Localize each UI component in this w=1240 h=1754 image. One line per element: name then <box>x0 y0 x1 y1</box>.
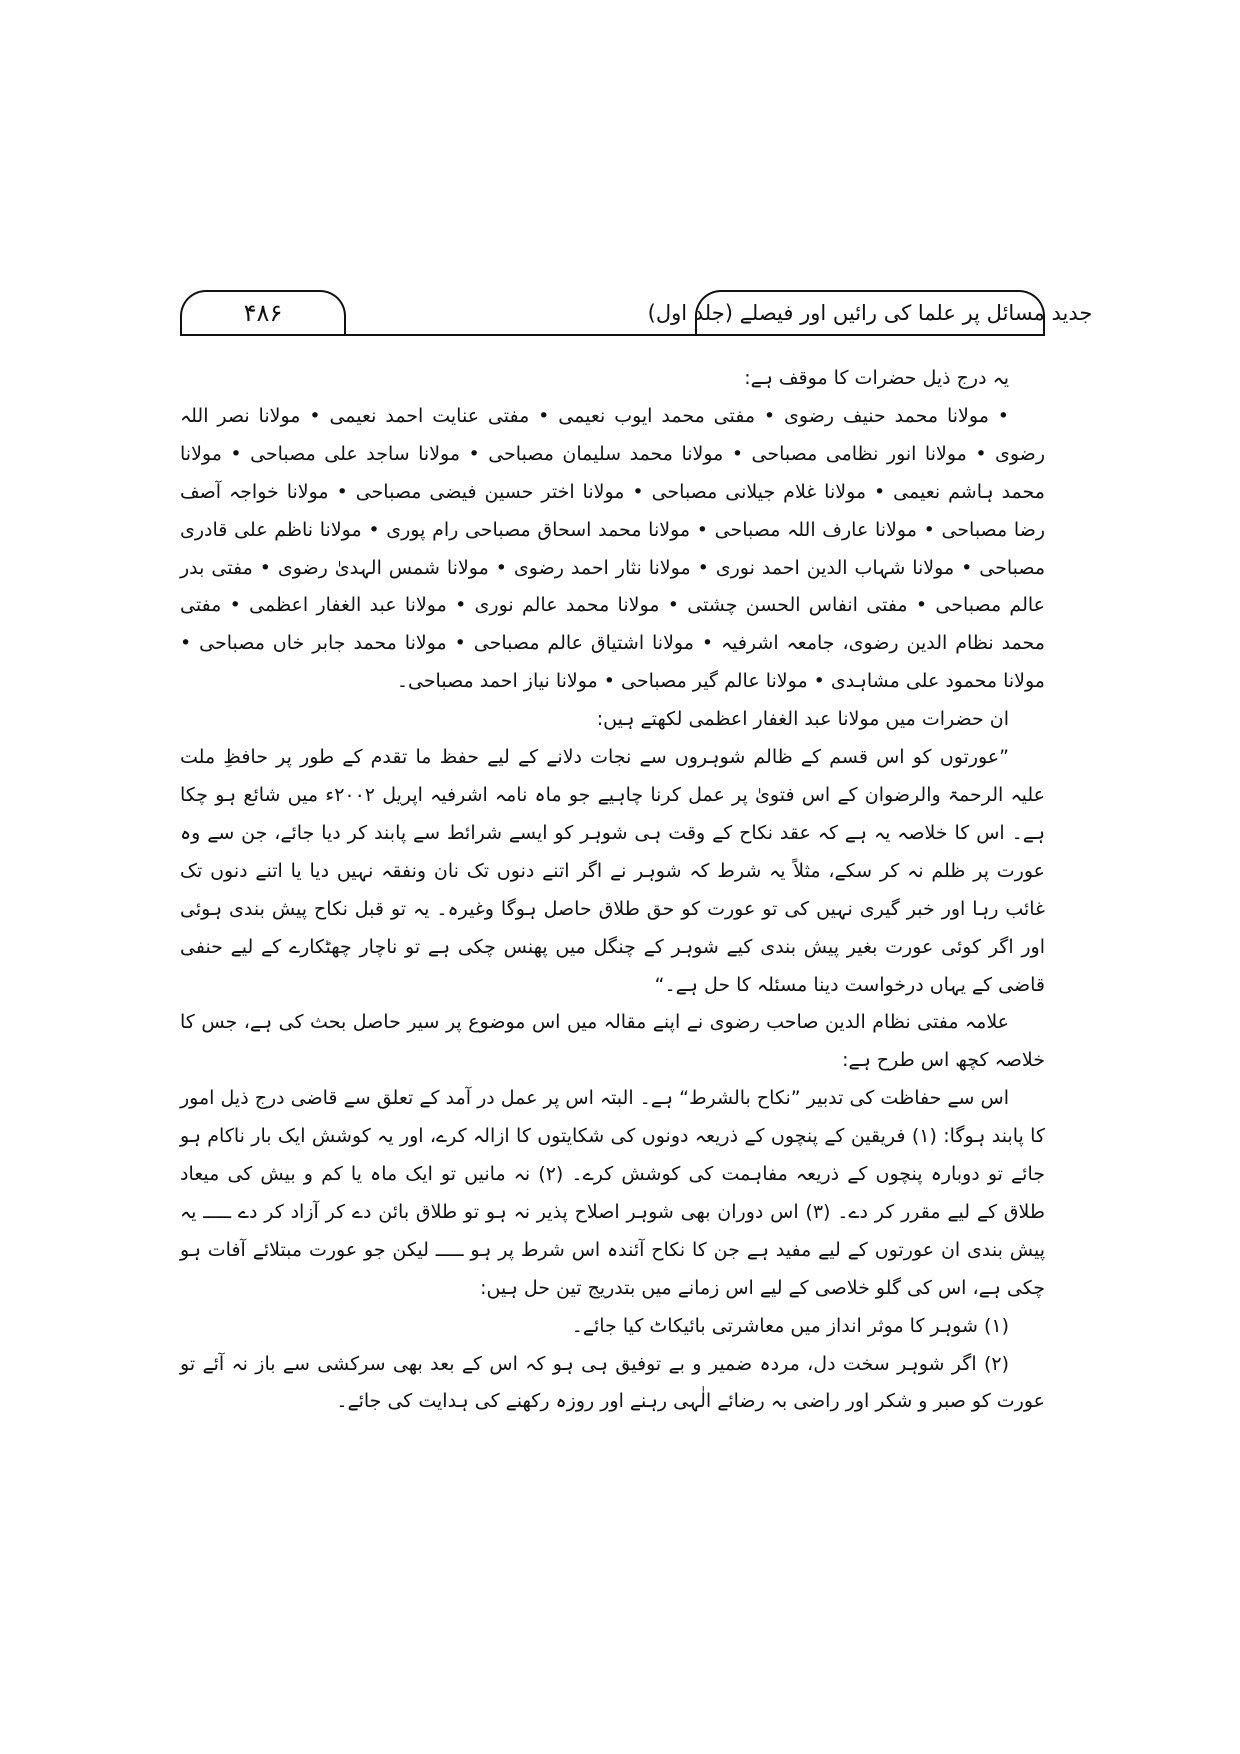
solution-point-2: (۲) اگر شوہر سخت دل، مردہ ضمیر و بے توفیق ہی ہو کہ اس کے بعد بھی سرکشی سے باز نہ آئے تو عورت کو صبر و شکر اور راضی بہ رضائے الٰہی رہنے اور روزہ رکھنے کی ہدایت کی جائے۔ <box>180 1352 1045 1413</box>
header-rule <box>180 334 1045 336</box>
summary-paragraph: اس سے حفاظت کی تدبیر ”نکاح بالشرط“ ہے۔ البتہ اس پر عمل در آمد کے تعلق سے قاضی درج ذیل امور کا پابند ہوگا: (۱) فریقین کے پنچوں کے ذریعہ دونوں کی شکایتوں کا ازالہ کرے، اور یہ کوشش ایک بار ناکام ہو جائے تو دوبارہ پنچوں کے ذریعہ مفاہمت کی کوشش کرے۔ (۲) نہ مانیں تو ایک ماہ یا کم و بیش کی میعاد طلاق کے لیے مقرر کر دے۔ (۳) اس دوران بھی شوہر اصلاح پذیر نہ ہو تو طلاق بائن دے کر آزاد کر دے ـــــ یہ پیش بندی ان عورتوں کے لیے مفید ہے جن کا نکاح آئندہ اس شرط پر ہو ـــــ لیکن جو عورت مبتلائے آفات ہو چکی ہے، اس کی گلو خلاصی کے لیے اس زمانے میں بتدریج تین حل ہیں: <box>180 1087 1046 1299</box>
page-number: ۴۸۶ <box>180 290 346 334</box>
book-title: جدید مسائل پر علما کی رائیں اور فیصلے (جلد اول) <box>695 290 1045 334</box>
page-header <box>180 290 1093 348</box>
scholars-list: • مولانا محمد حنیف رضوی • مفتی محمد ایوب نعیمی • مفتی عنایت احمد نعیمی • مولانا نصر اللہ رضوی • مولانا انور نظامی مصباحی • مولانا محمد سلیمان مصباحی • مولانا ساجد علی مصباحی • مولانا محمد ہاشم نعیمی • مولانا غلام جیلانی مصباحی • مولانا اختر حسین فیضی مصباحی • مولانا خواجہ آصف رضا مصباحی • مولانا عارف اللہ مصباحی • مولانا محمد اسحاق مصباحی رام پوری • مولانا ناظم علی قادری مصباحی • مولانا شہاب الدین احمد نوری • مولانا نثار احمد رضوی • مولانا شمس الہدیٰ رضوی • مفتی بدر عالم مصباحی • مفتی انفاس الحسن چشتی • مولانا محمد عالم نوری • مولانا عبد الغفار اعظمی • مفتی محمد نظام الدین رضوی، جامعہ اشرفیہ • مولانا اشتیاق عالم مصباحی • مولانا محمد جابر خاں مصباحی • مولانا محمود علی مشاہدی • مولانا عالم گیر مصباحی • مولانا نیاز احمد مصباحی۔ <box>180 404 1045 693</box>
solution-point-1: (۱) شوہر کا موثر انداز میں معاشرتی بائیکاٹ کیا جائے۔ <box>571 1314 1009 1337</box>
intro-line: یہ درج ذیل حضرات کا موقف ہے: <box>744 367 1009 389</box>
summary-intro: علامہ مفتی نظام الدین صاحب رضوی نے اپنے مقالہ میں اس موضوع پر سیر حاصل بحث کی ہے، جس کا خلاصہ کچھ اس طرح ہے: <box>180 1011 1045 1072</box>
quote-intro: ان حضرات میں مولانا عبد الغفار اعظمی لکھتے ہیں: <box>596 708 1009 731</box>
page-body <box>180 360 1045 1421</box>
quote-paragraph: ”عورتوں کو اس قسم کے ظالم شوہروں سے نجات دلانے کے لیے حفظ ما تقدم کے طور پر حافظِ ملت علیہ الرحمۃ والرضوان کے اس فتویٰ پر عمل کرنا چاہیے جو ماہ نامہ اشرفیہ اپریل ۲۰۰۲ء میں شائع ہو چکا ہے۔ اس کا خلاصہ یہ ہے کہ عقد نکاح کے وقت ہی شوہر کو ایسے شرائط سے پابند کر دیا جائے، جن سے وہ عورت پر ظلم نہ کر سکے، مثلاً یہ شرط کہ شوہر نے اگر اتنے دنوں تک نان ونفقہ نہیں دیا یا اتنے دنوں تک غائب رہا اور خبر گیری نہیں کی تو عورت کو حق طلاق حاصل ہوگا وغیرہ۔ یہ تو قبل نکاح پیش بندی ہوئی اور اگر کوئی عورت بغیر پیش بندی کیے شوہر کے چنگل میں پھنس چکی ہے تو ناچار چھٹکارے کے لیے حنفی قاضی کے یہاں درخواست دینا مسئلہ کا حل ہے۔“ <box>180 746 1045 996</box>
